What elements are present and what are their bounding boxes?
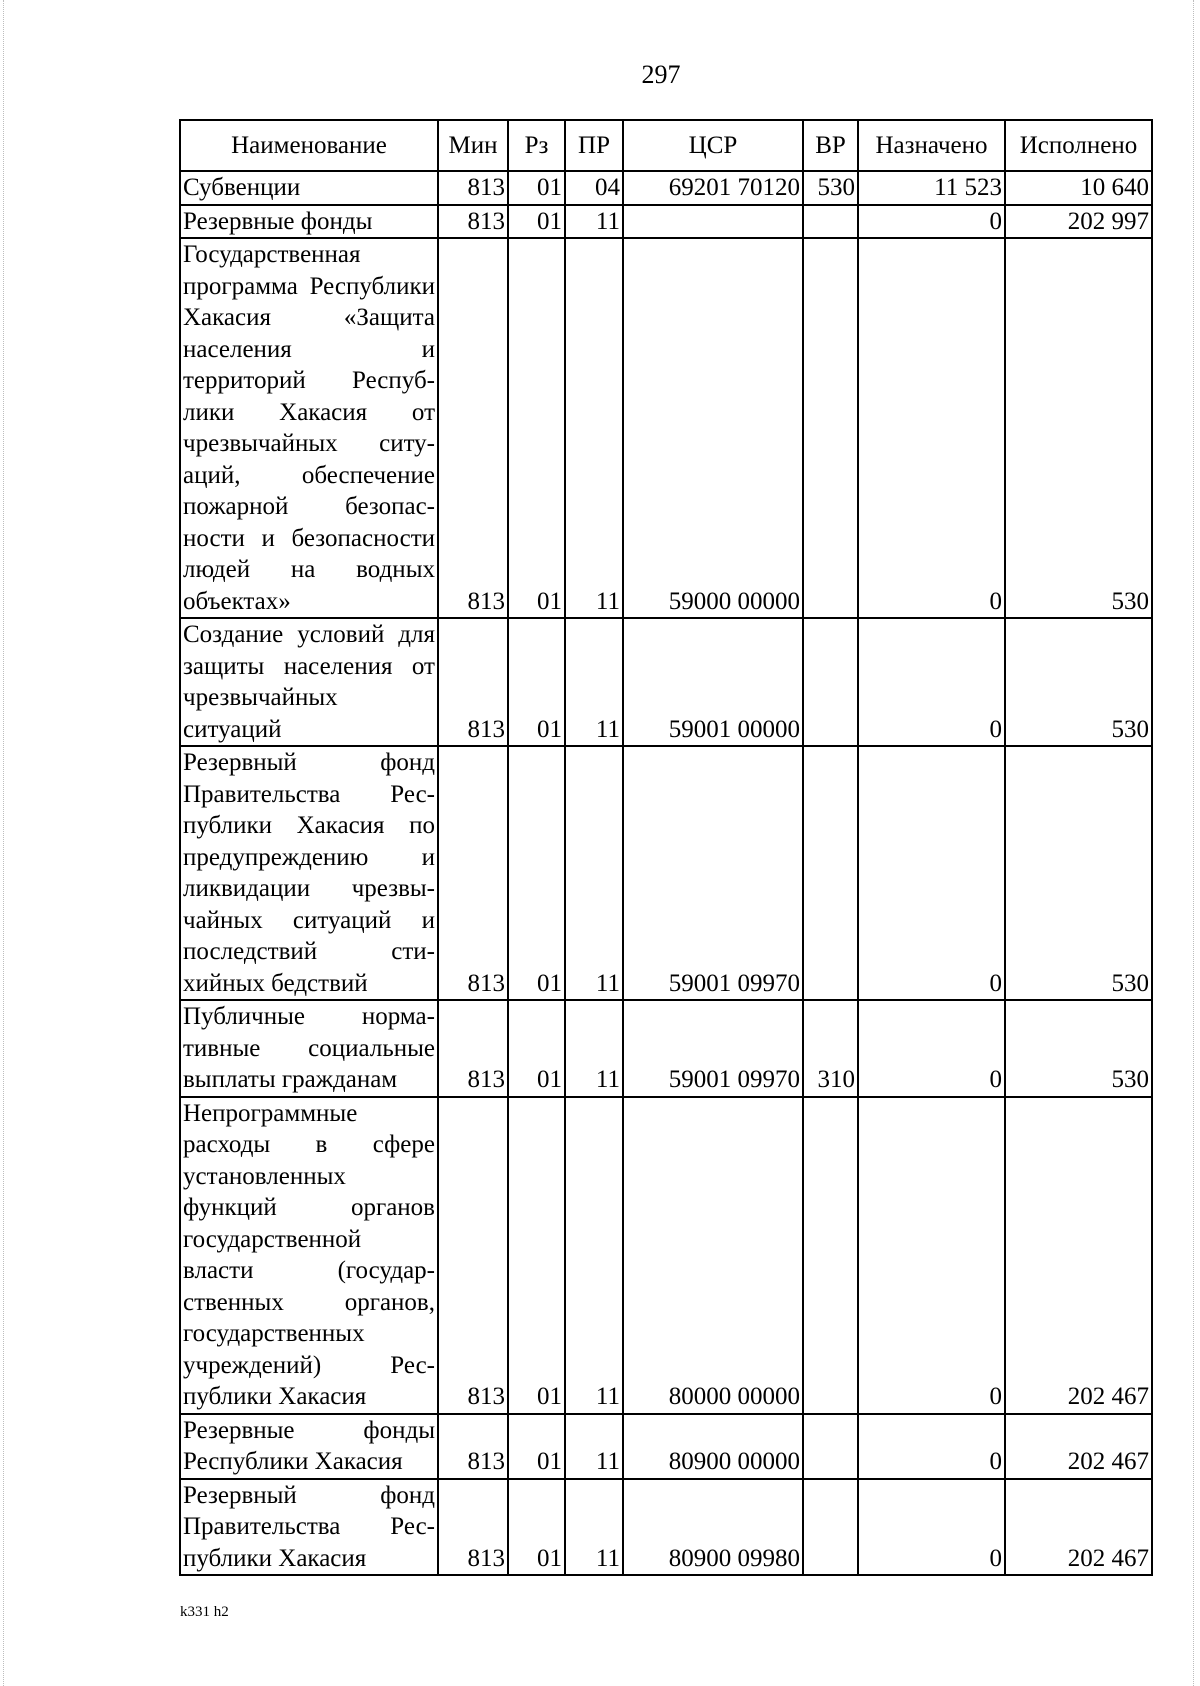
header-executed: Исполнено — [1005, 120, 1152, 171]
row-vr — [803, 618, 858, 746]
row-rz: 01 — [508, 1414, 565, 1479]
row-assigned: 0 — [858, 746, 1005, 1000]
scan-edge-left — [3, 0, 4, 1686]
table-row — [180, 1097, 1152, 1414]
row-pr: 11 — [565, 1479, 623, 1576]
row-executed: 530 — [1005, 1000, 1152, 1097]
row-csr — [623, 205, 803, 239]
row-executed: 202 467 — [1005, 1479, 1152, 1576]
row-name: Непрограммные расходы в сфере установленных функций органов государственной власти (государственных органов, государственных учреждений) Республики Хакасия — [180, 1097, 438, 1414]
row-rz: 01 — [508, 205, 565, 239]
row-min: 813 — [438, 205, 508, 239]
row-vr — [803, 1479, 858, 1576]
row-name: Создание условий для защиты населения от чрезвычайных ситуаций — [180, 618, 438, 746]
row-csr: 59001 09970 — [623, 746, 803, 1000]
row-executed: 530 — [1005, 618, 1152, 746]
row-assigned: 0 — [858, 618, 1005, 746]
row-name: Резервный фонд Правительства Республики Хакасия — [180, 1479, 438, 1576]
row-min: 813 — [438, 1414, 508, 1479]
row-assigned: 0 — [858, 238, 1005, 618]
row-pr: 04 — [565, 171, 623, 205]
header-name: Наименование — [180, 120, 438, 171]
row-assigned: 0 — [858, 1000, 1005, 1097]
row-pr: 11 — [565, 746, 623, 1000]
row-rz: 01 — [508, 1479, 565, 1576]
row-executed: 530 — [1005, 746, 1152, 1000]
row-rz: 01 — [508, 1097, 565, 1414]
budget-execution-table — [179, 119, 1153, 1576]
row-assigned: 0 — [858, 1479, 1005, 1576]
row-vr: 530 — [803, 171, 858, 205]
row-name: Государственная программа Республики Хакасия «Защита населения и территорий Республики Хакасия от чрезвычайных ситуаций, обеспечение пожарной безопасности и безопасности людей на водных объектах» — [180, 238, 438, 618]
row-pr: 11 — [565, 238, 623, 618]
row-csr: 80000 00000 — [623, 1097, 803, 1414]
row-vr — [803, 1097, 858, 1414]
row-assigned: 11 523 — [858, 171, 1005, 205]
table-row — [180, 746, 1152, 1000]
row-csr: 59001 09970 — [623, 1000, 803, 1097]
scan-edge-right — [1193, 0, 1194, 1686]
table-row — [180, 205, 1152, 239]
header-assigned: Назначено — [858, 120, 1005, 171]
row-assigned: 0 — [858, 1414, 1005, 1479]
table-row — [180, 618, 1152, 746]
row-pr: 11 — [565, 1097, 623, 1414]
row-rz: 01 — [508, 746, 565, 1000]
row-executed: 202 467 — [1005, 1097, 1152, 1414]
table-row — [180, 1479, 1152, 1576]
row-min: 813 — [438, 1097, 508, 1414]
row-min: 813 — [438, 171, 508, 205]
row-vr — [803, 205, 858, 239]
row-rz: 01 — [508, 1000, 565, 1097]
header-pr: ПР — [565, 120, 623, 171]
row-name: Резервные фонды — [180, 205, 438, 239]
row-vr: 310 — [803, 1000, 858, 1097]
row-name: Резервные фонды Республики Хакасия — [180, 1414, 438, 1479]
row-pr: 11 — [565, 618, 623, 746]
row-pr: 11 — [565, 1414, 623, 1479]
row-name: Субвенции — [180, 171, 438, 205]
header-rz: Рз — [508, 120, 565, 171]
row-min: 813 — [438, 1479, 508, 1576]
row-executed: 202 467 — [1005, 1414, 1152, 1479]
row-rz: 01 — [508, 618, 565, 746]
row-csr: 80900 00000 — [623, 1414, 803, 1479]
row-pr: 11 — [565, 1000, 623, 1097]
row-executed: 10 640 — [1005, 171, 1152, 205]
row-rz: 01 — [508, 171, 565, 205]
header-vr: ВР — [803, 120, 858, 171]
row-min: 813 — [438, 618, 508, 746]
table-row — [180, 171, 1152, 205]
row-vr — [803, 238, 858, 618]
row-csr: 59001 00000 — [623, 618, 803, 746]
row-vr — [803, 746, 858, 1000]
page-number: 297 — [641, 60, 681, 89]
row-csr: 80900 09980 — [623, 1479, 803, 1576]
row-pr: 11 — [565, 205, 623, 239]
row-csr: 69201 70120 — [623, 171, 803, 205]
row-assigned: 0 — [858, 1097, 1005, 1414]
row-executed: 530 — [1005, 238, 1152, 618]
row-vr — [803, 1414, 858, 1479]
row-min: 813 — [438, 1000, 508, 1097]
row-name: Резервный фонд Правительства Республики Хакасия по предупреждению и ликвидации чрезвычайных ситуаций и последствий стихийных бедствий — [180, 746, 438, 1000]
header-csr: ЦСР — [623, 120, 803, 171]
row-min: 813 — [438, 746, 508, 1000]
row-assigned: 0 — [858, 205, 1005, 239]
row-executed: 202 997 — [1005, 205, 1152, 239]
table-row — [180, 1414, 1152, 1479]
header-min: Мин — [438, 120, 508, 171]
row-rz: 01 — [508, 238, 565, 618]
table-header-row — [180, 120, 1152, 171]
table-row — [180, 1000, 1152, 1097]
row-csr: 59000 00000 — [623, 238, 803, 618]
footer-document-code: k331 h2 — [180, 1604, 229, 1620]
row-min: 813 — [438, 238, 508, 618]
row-name: Публичные нормативные социальные выплаты гражданам — [180, 1000, 438, 1097]
table-row — [180, 238, 1152, 618]
